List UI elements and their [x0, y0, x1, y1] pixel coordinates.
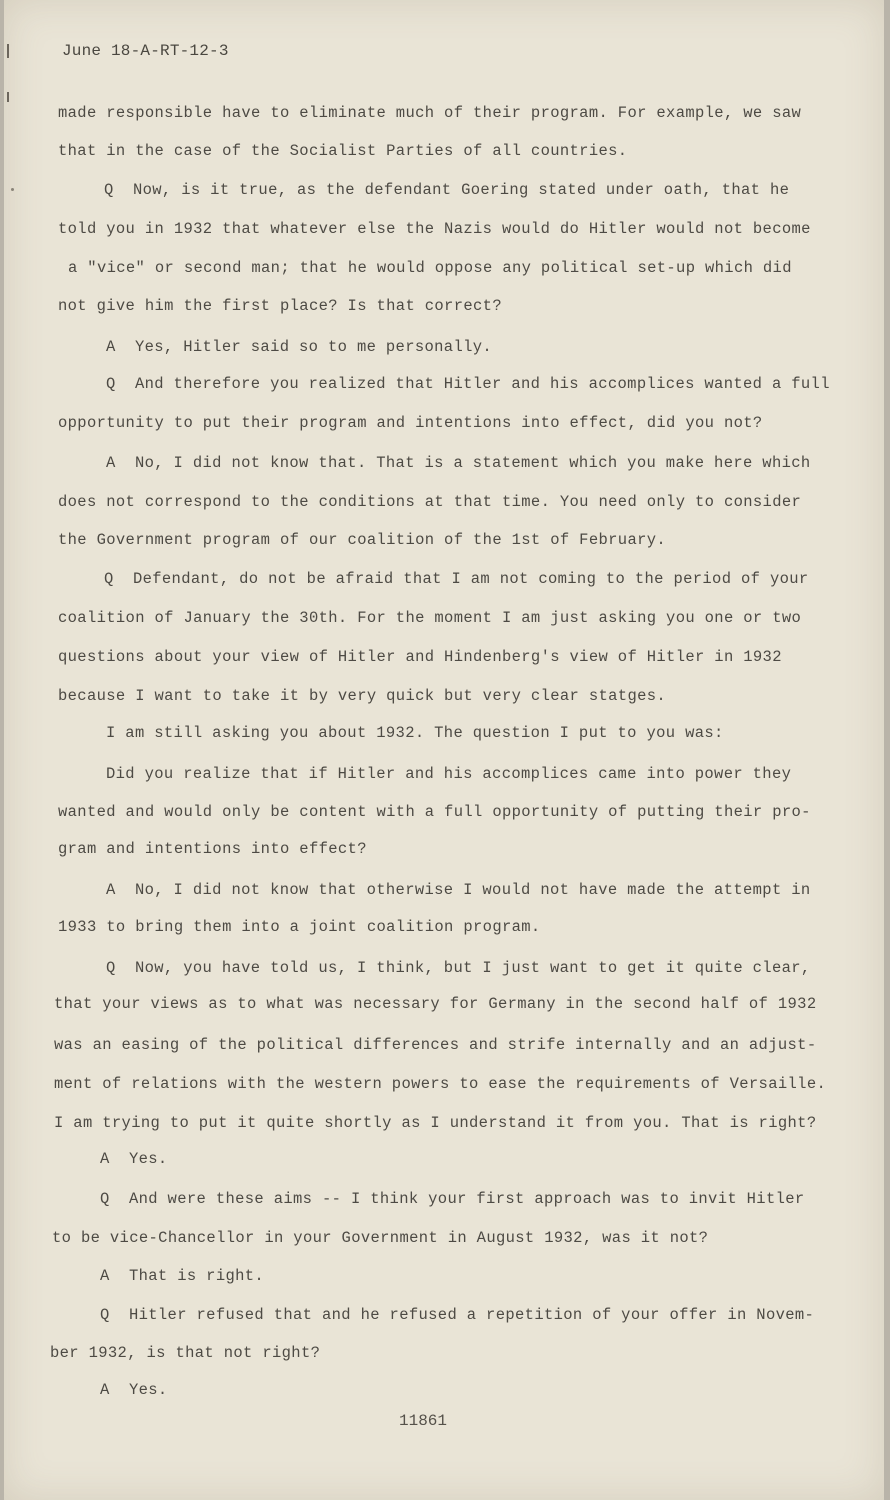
text-line: opportunity to put their program and intentions into effect, did you not?	[58, 414, 763, 432]
text-line: Did you realize that if Hitler and his accomplices came into power they	[106, 765, 792, 783]
text-line: not give him the first place? Is that correct?	[58, 297, 502, 315]
text-line: that your views as to what was necessary for Germany in the second half of 1932	[54, 995, 817, 1013]
edge-mark	[7, 44, 9, 58]
text-line: 1933 to bring them into a joint coalition program.	[58, 918, 541, 936]
page-header: June 18-A-RT-12-3	[62, 42, 229, 60]
text-line: Q Defendant, do not be afraid that I am not coming to the period of your	[104, 570, 809, 588]
text-line: a "vice" or second man; that he would oppose any political set-up which did	[68, 259, 792, 277]
text-line: Q Now, you have told us, I think, but I just want to get it quite clear,	[106, 959, 811, 977]
text-line: A Yes.	[100, 1381, 168, 1399]
text-line: I am still asking you about 1932. The question I put to you was:	[106, 724, 724, 742]
text-line: Q Hitler refused that and he refused a repetition of your offer in Novem-	[100, 1306, 815, 1324]
text-line: made responsible have to eliminate much of their program. For example, we saw	[58, 104, 802, 122]
text-line: A No, I did not know that otherwise I would not have made the attempt in	[106, 881, 811, 899]
text-line: the Government program of our coalition of the 1st of February.	[58, 531, 667, 549]
page-number: 11861	[399, 1412, 448, 1430]
edge-mark	[7, 92, 9, 102]
paper-speck	[11, 188, 14, 191]
document-page	[4, 0, 884, 1500]
text-line: gram and intentions into effect?	[58, 840, 367, 858]
text-line: Q And therefore you realized that Hitler and his accomplices wanted a full	[106, 375, 830, 393]
text-line: wanted and would only be content with a full opportunity of putting their pro-	[58, 803, 811, 821]
text-line: was an easing of the political differences and strife internally and an adjust-	[54, 1036, 817, 1054]
text-line: to be vice-Chancellor in your Government in August 1932, was it not?	[52, 1229, 709, 1247]
text-line: because I want to take it by very quick but very clear statges.	[58, 687, 667, 705]
text-line: questions about your view of Hitler and Hindenberg's view of Hitler in 1932	[58, 648, 782, 666]
text-line: coalition of January the 30th. For the moment I am just asking you one or two	[58, 609, 802, 627]
text-line: ber 1932, is that not right?	[50, 1344, 321, 1362]
text-line: does not correspond to the conditions at that time. You need only to consider	[58, 493, 802, 511]
text-line: A Yes, Hitler said so to me personally.	[106, 338, 493, 356]
text-line: A Yes.	[100, 1150, 168, 1168]
text-line: A No, I did not know that. That is a statement which you make here which	[106, 454, 811, 472]
text-line: that in the case of the Socialist Parties of all countries.	[58, 142, 628, 160]
text-line: Q And were these aims -- I think your first approach was to invit Hitler	[100, 1190, 805, 1208]
text-line: ment of relations with the western powers to ease the requirements of Versaille.	[54, 1075, 827, 1093]
text-line: Q Now, is it true, as the defendant Goering stated under oath, that he	[104, 181, 790, 199]
text-line: A That is right.	[100, 1267, 265, 1285]
text-line: told you in 1932 that whatever else the Nazis would do Hitler would not become	[58, 220, 811, 238]
text-line: I am trying to put it quite shortly as I understand it from you. That is right?	[54, 1114, 817, 1132]
